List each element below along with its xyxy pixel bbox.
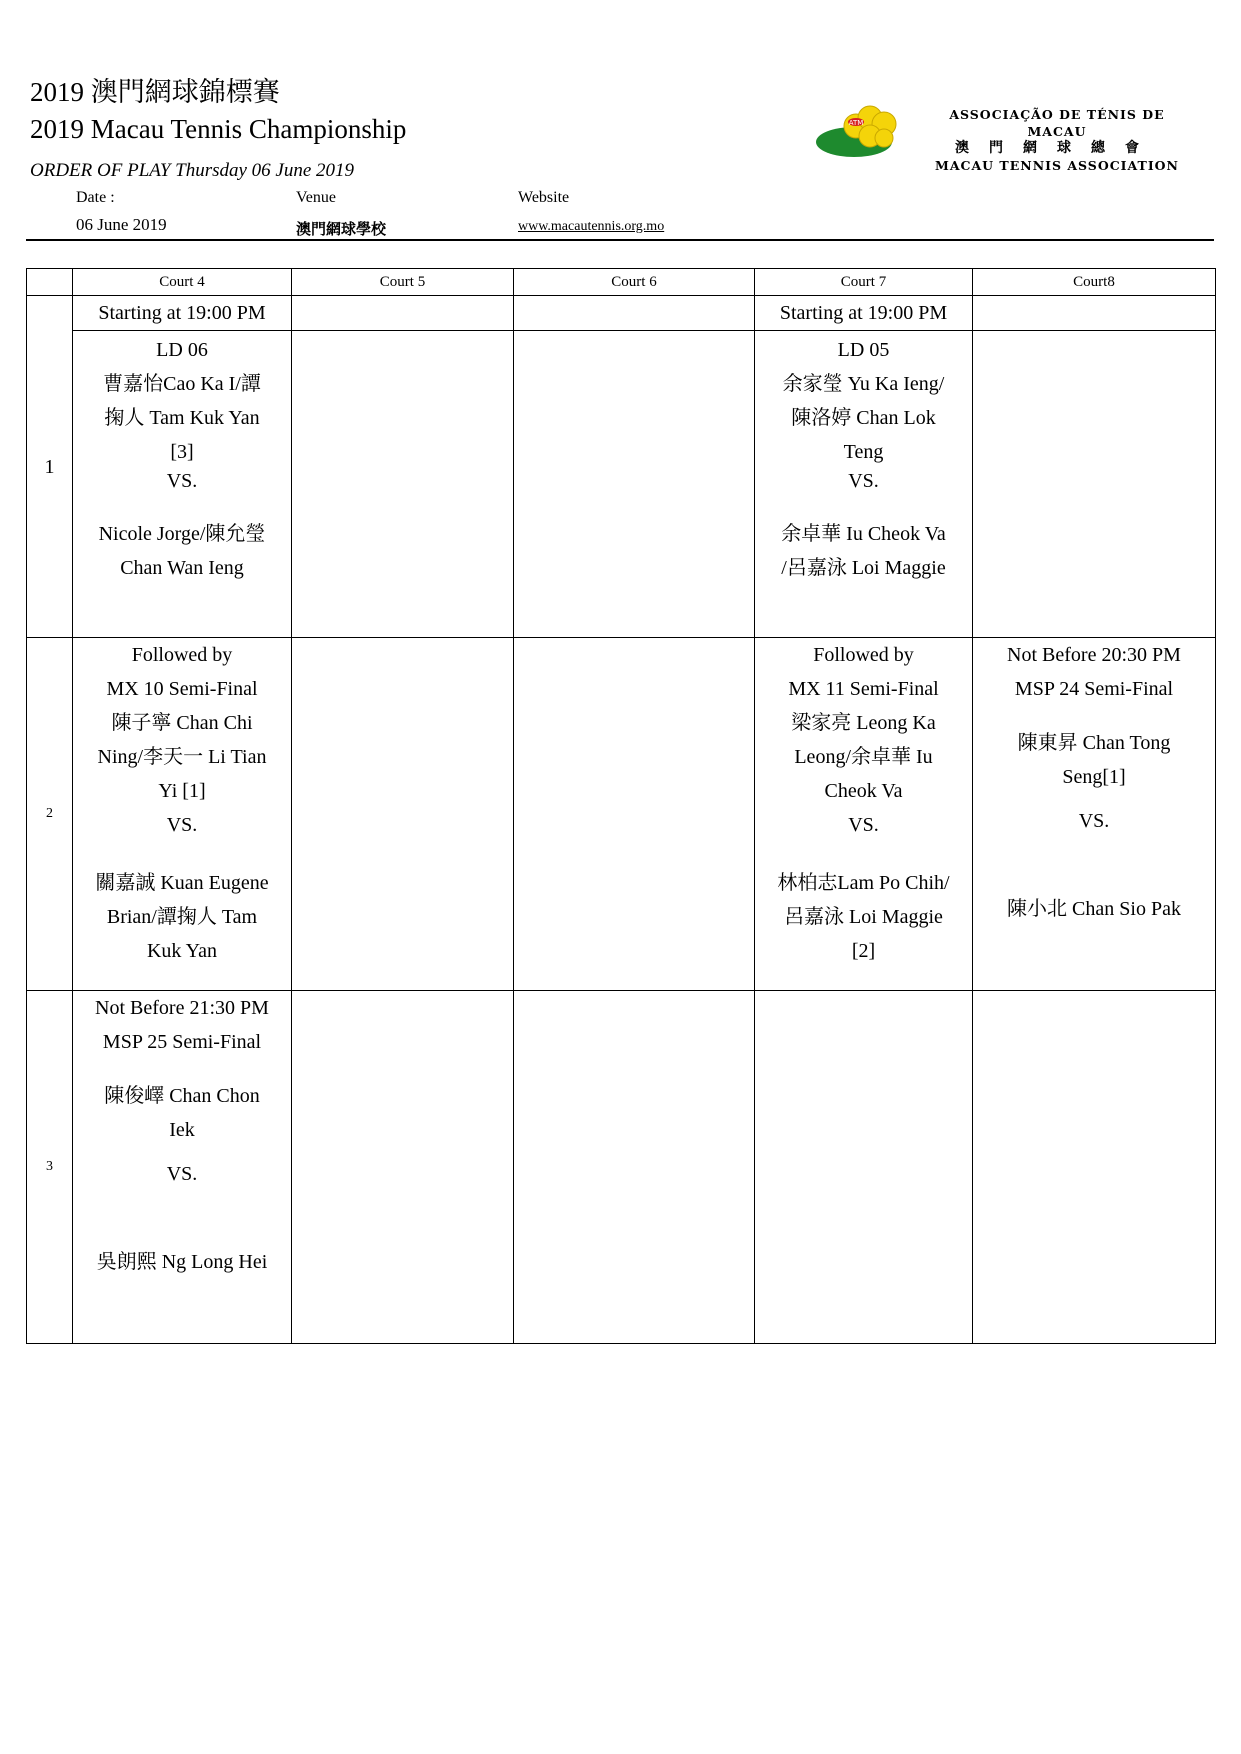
player-line: Leong/余卓華 Iu (794, 746, 933, 768)
player-line: 梁家亮 Leong Ka (791, 712, 936, 734)
event-name: LD 06 (156, 339, 208, 361)
website-link[interactable]: www.macautennis.org.mo (518, 219, 665, 234)
association-name (922, 106, 1192, 174)
start-time: Starting at 19:00 PM (73, 296, 292, 331)
player-line: 掬人 Tam Kuk Yan (104, 407, 260, 429)
schedule-table (26, 268, 1216, 1344)
versus-label: VS. (166, 1163, 198, 1185)
schedule-row (27, 991, 1216, 1344)
versus-label: VS. (848, 470, 879, 492)
logo-text: ATM (848, 119, 864, 127)
row-number: 3 (27, 991, 73, 1344)
court-header: Court 7 (755, 269, 973, 296)
event-name: LD 05 (837, 339, 890, 361)
court-header: Court 5 (292, 269, 514, 296)
player-line: Chan Wan Ieng (120, 557, 244, 579)
match-timing: Not Before 21:30 PM (95, 997, 269, 1019)
player-line: 吳朗熙 Ng Long Hei (96, 1251, 268, 1273)
player-line: Seng[1] (1062, 766, 1126, 788)
event-name: MX 10 Semi-Final (106, 678, 258, 700)
player-line: Ning/李天一 Li Tian (97, 746, 267, 768)
empty-slot (755, 991, 973, 1344)
date-label: Date : (76, 189, 115, 206)
match-cell (73, 638, 292, 991)
match-cell (73, 331, 292, 638)
empty-slot (973, 331, 1216, 638)
player-line: 陳小北 Chan Sio Pak (1007, 898, 1181, 920)
start-time-row (27, 296, 1216, 331)
court-header: Court8 (973, 269, 1216, 296)
player-line: Yi [1] (158, 780, 206, 802)
player-line: Teng (843, 441, 884, 463)
empty-slot (514, 331, 755, 638)
row-number: 1 (27, 296, 73, 638)
player-line: Brian/譚掬人 Tam (106, 906, 258, 928)
match-cell (73, 991, 292, 1344)
schedule-row (27, 638, 1216, 991)
versus-label: VS. (848, 814, 879, 836)
empty-slot (292, 296, 514, 331)
player-line: /呂嘉泳 Loi Maggie (781, 557, 946, 579)
order-of-play-subtitle: ORDER OF PLAY Thursday 06 June 2019 (30, 160, 355, 181)
empty-slot (514, 638, 755, 991)
match-timing: Followed by (813, 644, 914, 666)
tennis-ball-logo-icon (812, 104, 930, 162)
schedule-row (27, 331, 1216, 638)
player-line: 關嘉誠 Kuan Eugene (95, 872, 269, 894)
empty-slot (973, 991, 1216, 1344)
court-header: Court 4 (73, 269, 292, 296)
match-cell (973, 638, 1216, 991)
player-line: 林柏志Lam Po Chih/ (777, 872, 950, 894)
empty-slot (514, 296, 755, 331)
match-cell (755, 331, 973, 638)
player-line: 陳洛婷 Chan Lok (791, 407, 936, 429)
empty-slot (292, 991, 514, 1344)
court-header-row (27, 269, 1216, 296)
player-line: 陳子寧 Chan Chi (111, 712, 253, 734)
player-line: [2] (851, 940, 876, 962)
row-number-header (27, 269, 73, 296)
versus-label: VS. (1078, 810, 1110, 832)
association-name-cn: 澳門網球總會 (955, 140, 1159, 156)
player-line: 余家瑩 Yu Ka Ieng/ (782, 373, 945, 395)
header-divider (26, 239, 1214, 241)
player-line: Cheok Va (824, 780, 903, 802)
player-line: Iek (169, 1119, 195, 1141)
player-line: 陳俊嶧 Chan Chon (104, 1085, 260, 1107)
versus-label: VS. (166, 470, 198, 492)
event-name: MX 11 Semi-Final (788, 678, 939, 700)
website-label: Website (518, 189, 570, 206)
player-line: 陳東昇 Chan Tong (1017, 732, 1171, 754)
association-name-en: MACAU TENNIS ASSOCIATION (935, 158, 1179, 173)
empty-slot (292, 638, 514, 991)
row-number: 2 (27, 638, 73, 991)
match-timing: Followed by (131, 644, 233, 666)
player-line: 余卓華 Iu Cheok Va (781, 523, 946, 545)
player-line: [3] (170, 441, 194, 463)
match-cell (755, 638, 973, 991)
title-chinese: 2019 澳門網球錦標賽 (30, 77, 280, 107)
match-timing: Not Before 20:30 PM (1007, 644, 1181, 666)
event-name: MSP 24 Semi-Final (1014, 678, 1174, 700)
venue-label: Venue (296, 189, 336, 206)
title-english: 2019 Macau Tennis Championship (30, 114, 407, 144)
date-value: 06 June 2019 (76, 215, 167, 234)
empty-slot (973, 296, 1216, 331)
venue-value: 澳門網球學校 (296, 222, 387, 238)
player-line: 呂嘉泳 Loi Maggie (784, 906, 943, 928)
event-name: MSP 25 Semi-Final (102, 1031, 262, 1053)
player-line: Kuk Yan (146, 940, 218, 962)
court-header: Court 6 (514, 269, 755, 296)
player-line: 曹嘉怡Cao Ka I/譚 (103, 373, 261, 395)
empty-slot (514, 991, 755, 1344)
player-line: Nicole Jorge/陳允瑩 (98, 523, 266, 545)
start-time: Starting at 19:00 PM (755, 296, 973, 331)
empty-slot (292, 331, 514, 638)
versus-label: VS. (166, 814, 198, 836)
association-name-pt: ASSOCIAÇÃO DE TÉNIS DE MACAU (949, 107, 1165, 139)
